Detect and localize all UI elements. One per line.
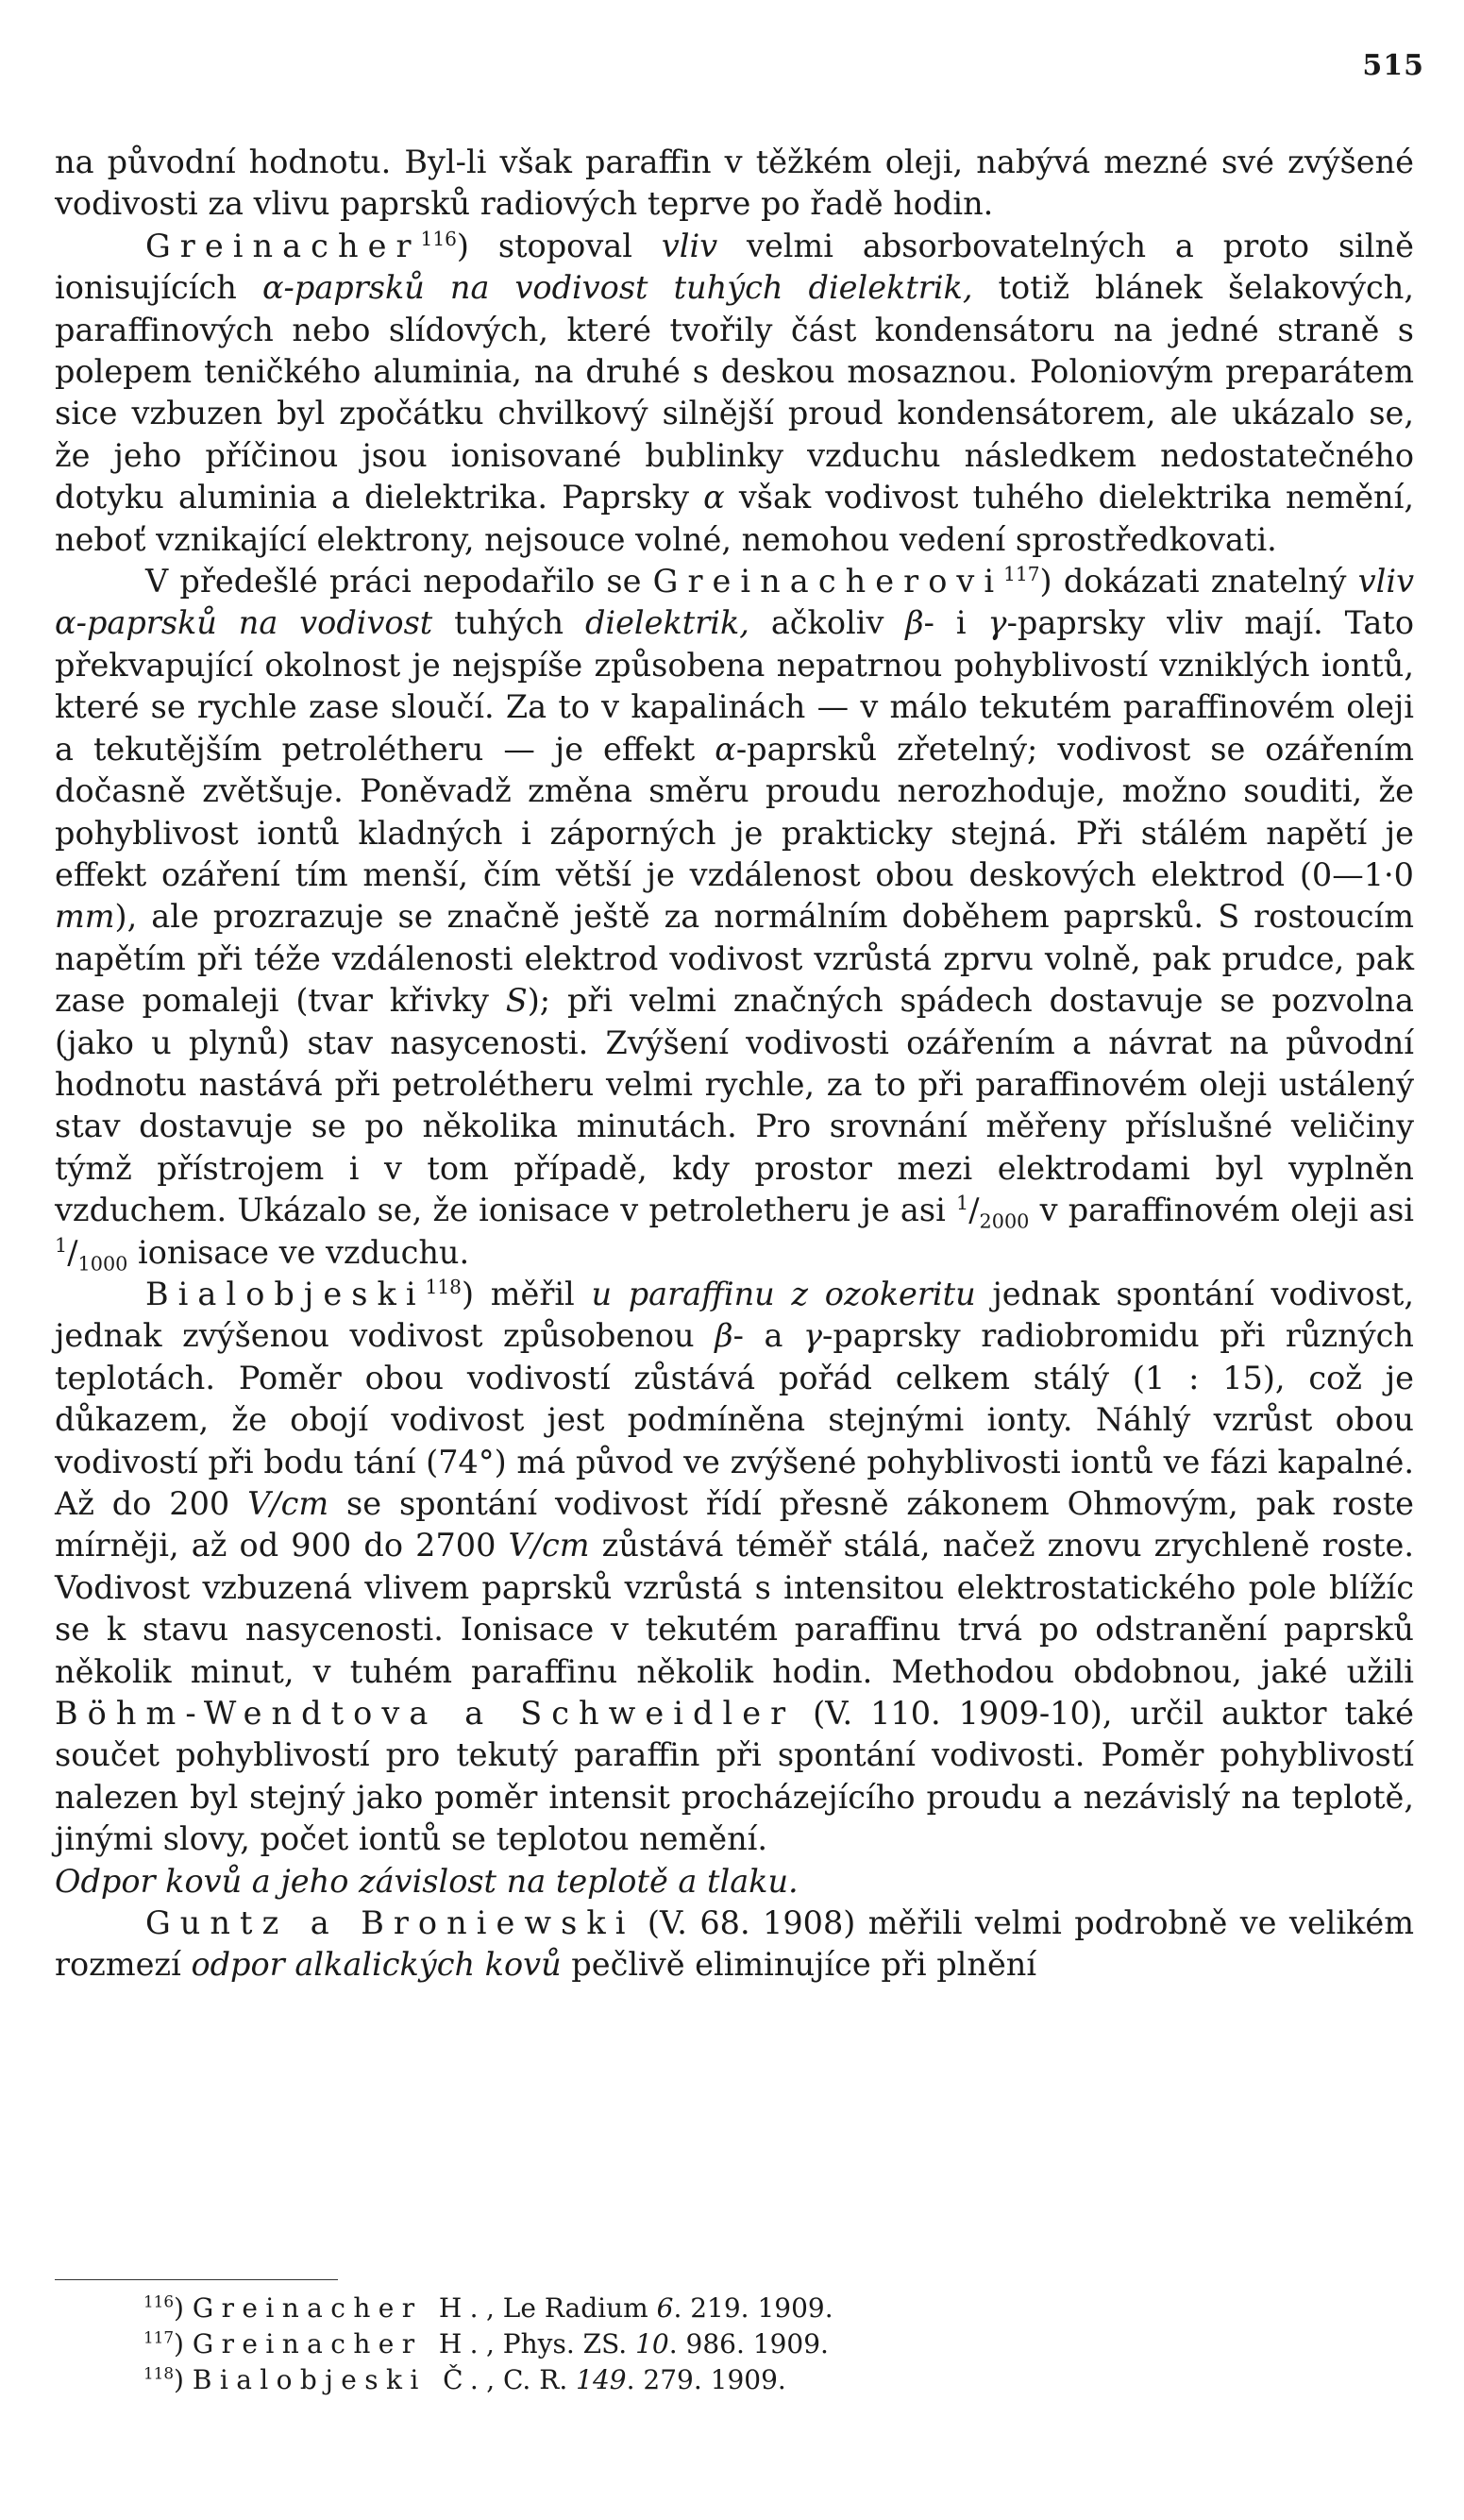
author-name: Greinacher [145, 227, 421, 264]
paragraph-4: Bialobjeski$^{118}$) měřil u paraffinu z ozokeritu jednak spontání vodivost, jednak zvýšenou vodivost způsobenou β- a γ-paprsky radiobromidu při různých teplotách. Poměr obou vodivostí zůstává pořád celkem stálý (1 : 15), což je důkazem, že obojí vodivost jest podmíněna stejnými ionty. Náhlý vzrůst obou vodivostí při bodu tání (74°) má původ ve zvýšené pohyblivosti iontů ve fázi kapalné. Až do 200 V/cm se spontání vodivost řídí přesně zákonem Ohmovým, pak roste mírněji, až od 900 do 2700 V/cm zůstává téměř stálá, načež znovu zrychleně roste. Vodivost vzbuzená vlivem paprsků vzrůstá s intensitou elektrostatického pole blížíc se k stavu nasycenosti. Ionisace v tekutém paraffinu trvá po odstranění paprsků několik minut, v tuhém paraffinu několik hodin. Methodou obdobnou, jaké užili Böhm-Wendtova a Schweidler (V. 110. 1909-10), určil auktor také součet pohyblivostí pro tekutý paraffin při spontání vodivosti. Poměr pohyblivostí nalezen byl stejný jako poměr intensit procházejícího proudu a nezávislý na teplotě, jinými slovy, počet iontů se teplotou nemění. [55, 1275, 1415, 1858]
main-text [55, 142, 1414, 1987]
author-name: Guntz a Broniewski [145, 1904, 635, 1942]
footnote-ref: 118 [425, 1275, 462, 1298]
fraction: $^1/_{1000}$ [55, 1233, 128, 1276]
footnotes [143, 2291, 1371, 2398]
footnote-number: 116 [143, 2292, 175, 2311]
paragraph-3: V předešlé práci nepodařilo se Greinacherovi$^{117}$) dokázati znatelný vliv α-paprsků na vodivost tuhých dielektrik, ačkoliv β- i γ-paprsky vliv mají. Tato překvapující okolnost je nejspíše způsobena nepatrnou pohyblivostí vzniklých iontů, které se rychle zase sloučí. Za to v kapalinách — v málo tekutém paraffinovém oleji a tekutějším petrolétheru — je effekt α-paprsků zřetelný; vodivost se ozářením dočasně zvětšuje. Poněvadž změna směru proudu nerozhoduje, možno souditi, že pohyblivost iontů kladných i záporných je prakticky stejná. Při stálém napětí je effekt ozáření tím menší, čím větší je vzdálenost obou deskových elektrod (0—1·0 mm), ale prozrazuje se značně ještě za normálním doběhem paprsků. S rostoucím napětím při téže vzdálenosti elektrod vodivost vzrůstá zprvu volně, pak prudce, pak zase pomaleji (tvar křivky S); při velmi značných spádech dostavuje se pozvolna (jako u plynů) stav nasycenosti. Zvýšení vodivosti ozářením a návrat na původní hodnotu nastává při petrolétheru velmi rychle, za to při paraffinovém oleji ustálený stav dostavuje se po několika minutách. Pro srovnání měřeny příslušné veličiny týmž přístrojem i v tom případě, kdy prostor mezi elektrodami byl vyplněn vzduchem. Ukázalo se, že ionisace v petroletheru je asi $^1/_{2000}$ v paraffinovém oleji asi $^1/_{1000}$ ionisace ve vzduchu. [55, 562, 1415, 1276]
footnote-ref: 117 [1003, 562, 1040, 585]
section-heading: Odpor kovů a jeho závislost na teplotě a tlaku. [55, 1862, 799, 1900]
footnote-number: 118 [143, 2363, 175, 2383]
footnote-ref: 116 [420, 227, 457, 250]
footnote-number: 117 [143, 2327, 175, 2347]
footnote: $^{118}$) Bialobjeski Č., C. R. 149. 279. 1909. [143, 2363, 786, 2395]
footnote: $^{117}$) Greinacher H., Phys. ZS. 10. 986. 1909. [143, 2327, 829, 2359]
footnote: $^{116}$) Greinacher H., Le Radium 6. 219. 1909. [143, 2292, 833, 2324]
author-name: Bialobjeski [145, 1275, 426, 1312]
page-number: 515 [1362, 49, 1424, 82]
paragraph-5: Guntz a Broniewski (V. 68. 1908) měřili velmi podrobně ve velikém rozmezí odpor alkalických kovů pečlivě eliminujíce při plnění [55, 1904, 1414, 1984]
fraction: $^1/_{2000}$ [956, 1192, 1030, 1233]
paragraph-1: na původní hodnotu. Byl-li však paraffin v těžkém oleji, nabývá mezné své zvýšené vodivosti za vlivu paprsků radiových teprve po řadě hodin. [55, 144, 1414, 223]
author-name: Böhm-Wendtova a Schweidler [55, 1695, 796, 1733]
footnote-divider [55, 2279, 338, 2280]
paragraph-2: Greinacher$^{116}$) stopoval vliv velmi absorbovatelných a proto silně ionisujících α-paprsků na vodivost tuhých dielektrik, totiž blánek šelakových, paraffinových nebo slídových, které tvořily část kondensátoru na jedné straně s polepem teničkého aluminia, na druhé s deskou mosaznou. Poloniovým preparátem sice vzbuzen byl zpočátku chvilkový silnější proud kondensátorem, ale ukázalo se, že jeho příčinou jsou ionisované bublinky vzduchu následkem nedostatečného dotyku aluminia a dielektrika. Paprsky α však vodivost tuhého dielektrika nemění, neboť vznikající elektrony, nejsouce volné, nemohou vedení sprostředkovati. [55, 227, 1414, 558]
author-name: Greinacherovi [652, 563, 1004, 600]
